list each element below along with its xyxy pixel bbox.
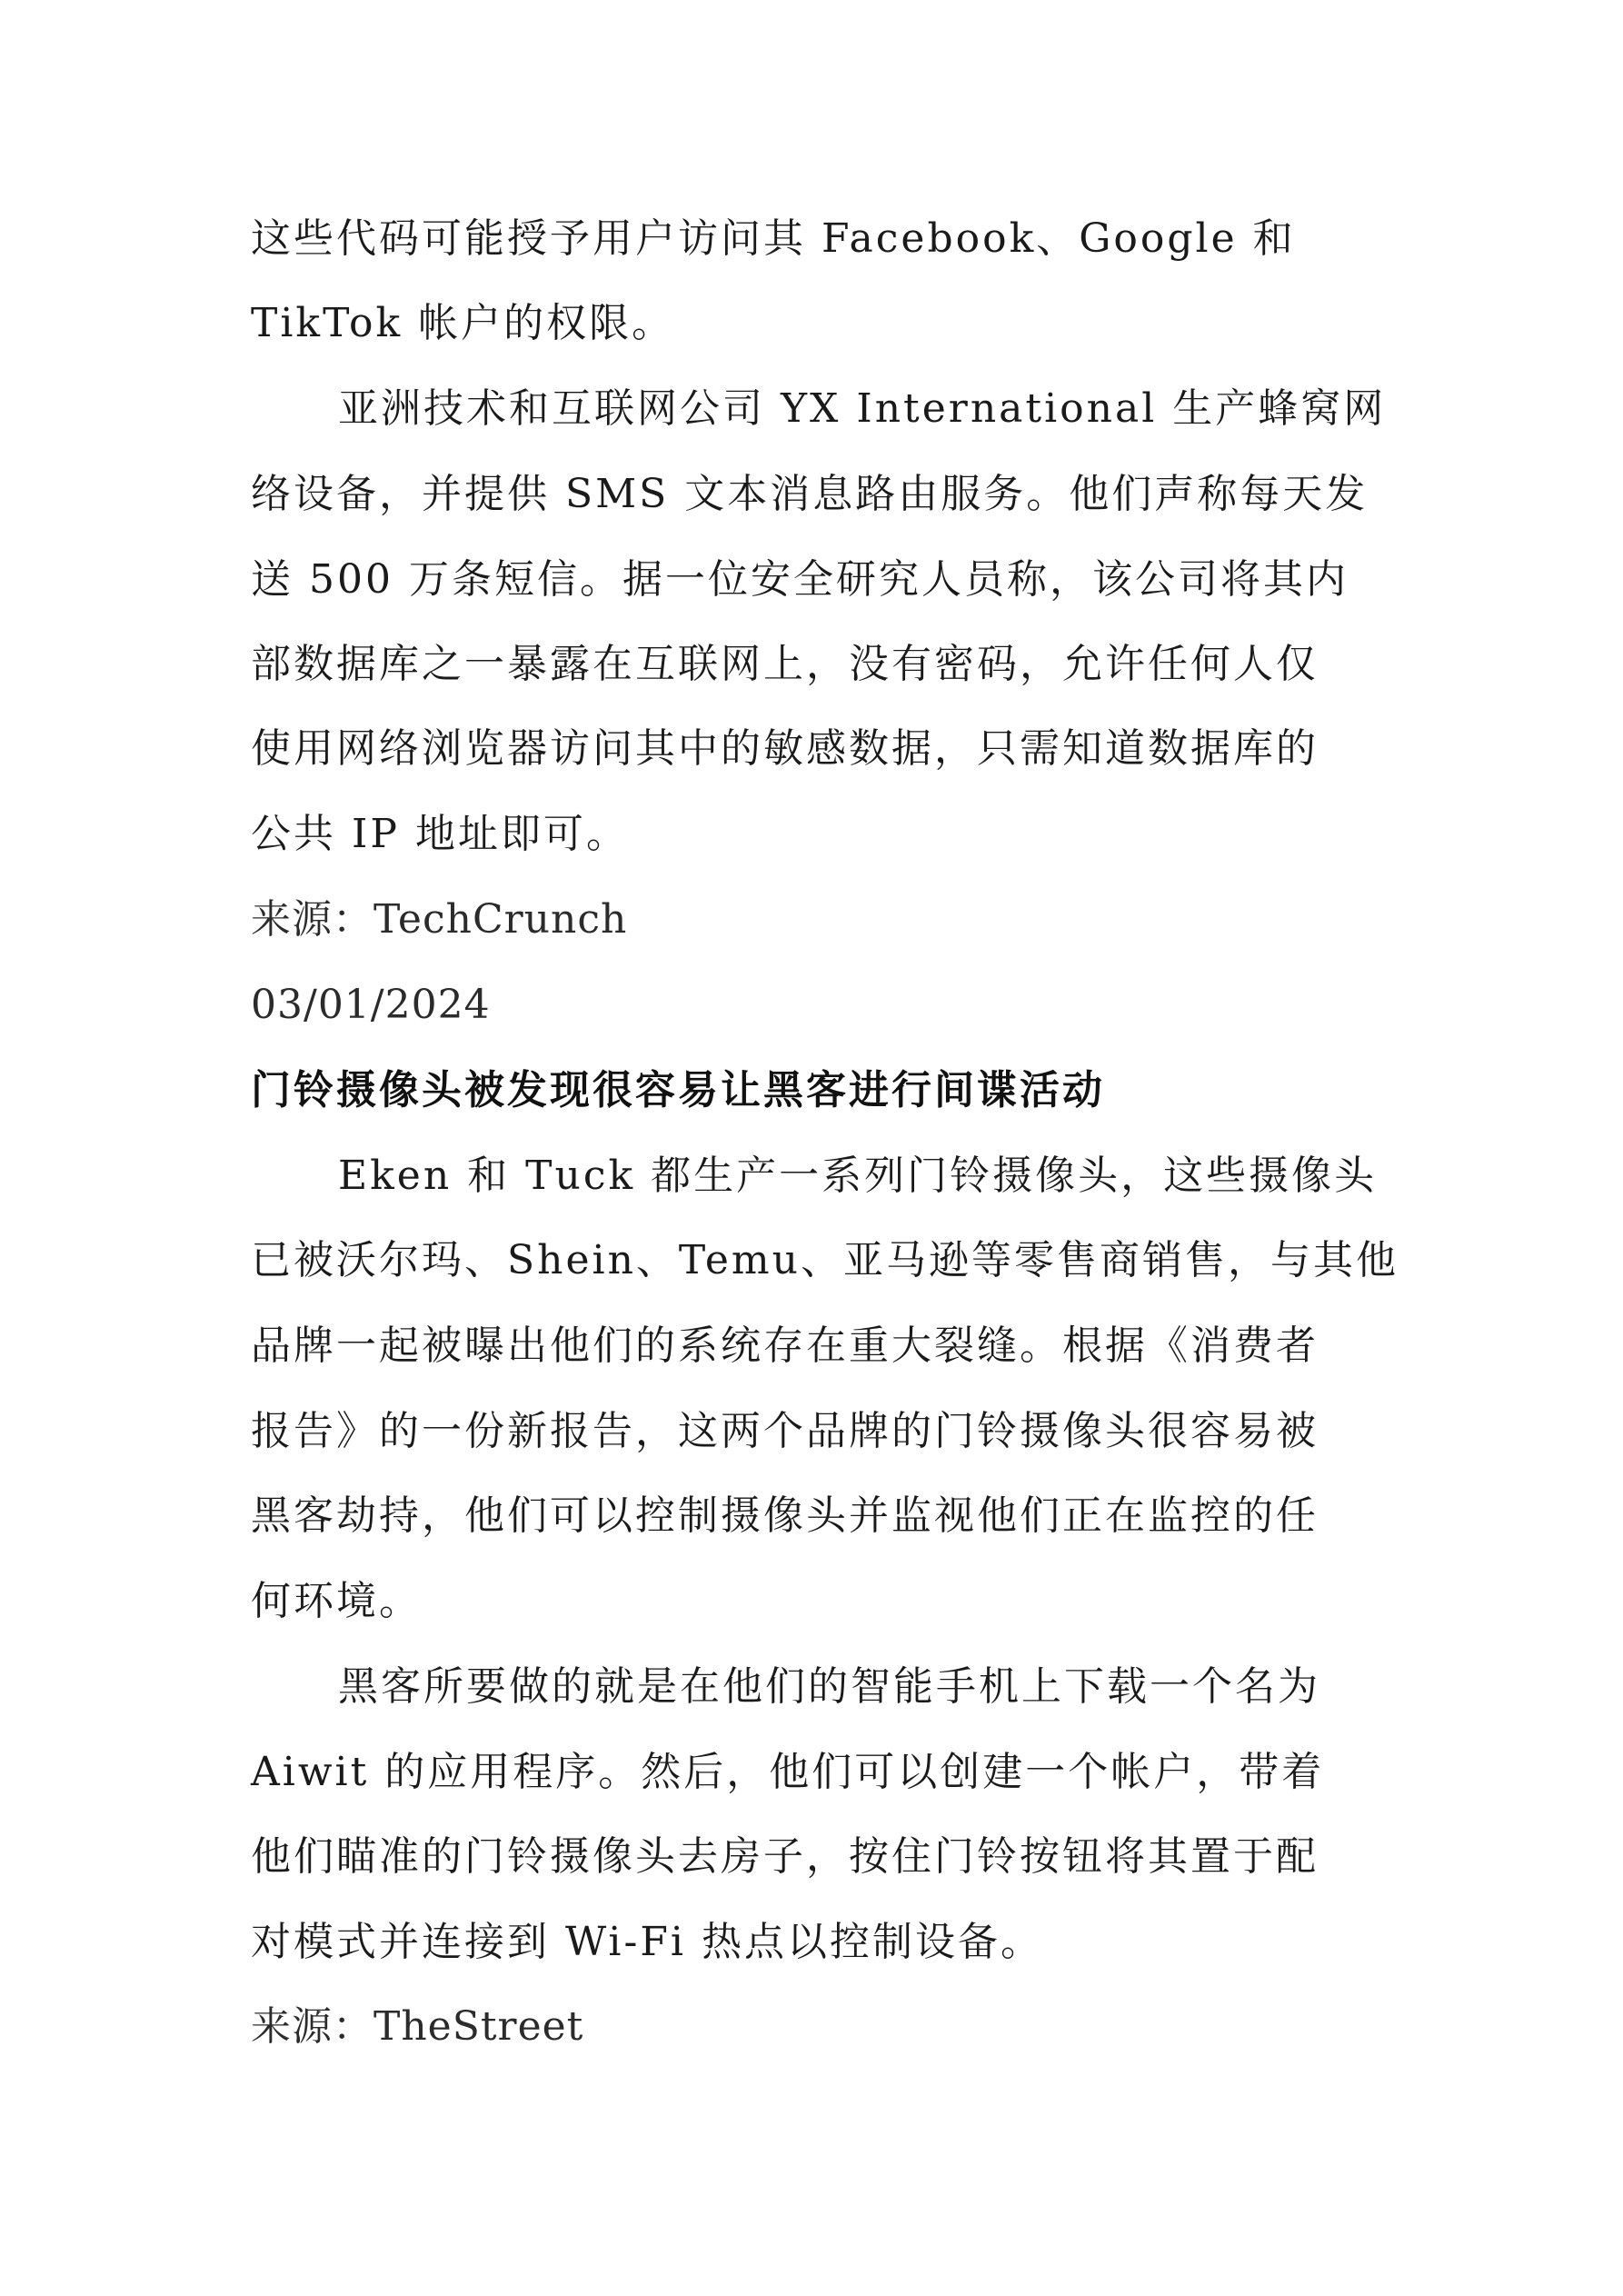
article2-line-6: 何环境。 xyxy=(251,1578,422,1624)
article1-line-1: 这些代码可能授予用户访问其 Facebook、Google 和 xyxy=(251,215,1296,262)
article2-line-5: 黑客劫持，他们可以控制摄像头并监视他们正在监控的任 xyxy=(251,1492,1319,1539)
article2-line-4: 报告》的一份新报告，这两个品牌的门铃摄像头很容易被 xyxy=(251,1408,1319,1454)
article2-line-8: Aiwit 的应用程序。然后，他们可以创建一个帐户，带着 xyxy=(251,1749,1325,1795)
article2-headline: 门铃摄像头被发现很容易让黑客进行间谍活动 xyxy=(251,1067,1105,1113)
article1-line-5: 送 500 万条短信。据一位安全研究人员称，该公司将其内 xyxy=(251,556,1349,603)
article2-line-9: 他们瞄准的门铃摄像头去房子，按住门铃按钮将其置于配 xyxy=(251,1833,1319,1880)
article2-line-3: 品牌一起被曝出他们的系统存在重大裂缝。根据《消费者 xyxy=(251,1323,1319,1369)
article1-line-2: TikTok 帐户的权限。 xyxy=(251,300,675,346)
article1-line-6: 部数据库之一暴露在互联网上，没有密码，允许任何人仅 xyxy=(251,641,1319,687)
article1-line-8: 公共 IP 地址即可。 xyxy=(251,811,629,857)
article1-line-7: 使用网络浏览器访问其中的敏感数据，只需知道数据库的 xyxy=(251,725,1319,772)
article1-line-4: 络设备，并提供 SMS 文本消息路由服务。他们声称每天发 xyxy=(251,471,1369,517)
article2-source: 来源：TheStreet xyxy=(251,2003,584,2050)
article2-line-10: 对模式并连接到 Wi-Fi 热点以控制设备。 xyxy=(251,1919,1043,1965)
article-date: 03/01/2024 xyxy=(251,982,491,1028)
article1-line-3: 亚洲技术和互联网公司 YX International 生产蜂窝网 xyxy=(338,385,1387,432)
article1-source: 来源：TechCrunch xyxy=(251,896,628,943)
article2-line-7: 黑客所要做的就是在他们的智能手机上下载一个名为 xyxy=(338,1663,1320,1710)
article2-line-1: Eken 和 Tuck 都生产一系列门铃摄像头，这些摄像头 xyxy=(338,1153,1378,1199)
article2-line-2: 已被沃尔玛、Shein、Temu、亚马逊等零售商销售，与其他 xyxy=(251,1237,1399,1283)
